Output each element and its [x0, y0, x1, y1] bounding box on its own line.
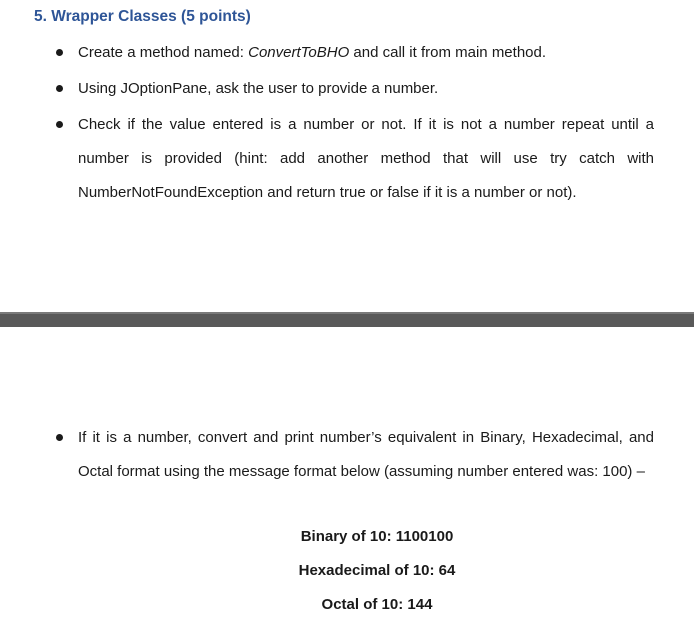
bullet-text-suffix: and call it from main method. — [349, 44, 547, 61]
list-item — [78, 421, 654, 489]
bullet-icon — [56, 49, 63, 56]
output-hexadecimal: Hexadecimal of 10: 64 — [298, 562, 456, 579]
list-item — [78, 108, 654, 210]
bullet-text: Using JOptionPane, ask the user to provide a number. — [78, 80, 439, 97]
bullet-text: Check if the value entered is a number or not. If it is not a number repeat until a number is provided (hint: add another method that will use try catch with NumberNotFoundException and return true or false if it is a number or not). — [78, 116, 654, 201]
output-binary: Binary of 10: 1100100 — [300, 528, 454, 545]
method-name: ConvertToBHO — [248, 44, 350, 61]
bullet-icon — [56, 121, 63, 128]
bullet-icon — [56, 85, 63, 92]
page-break-divider — [0, 312, 694, 327]
section-heading: 5. Wrapper Classes (5 points) — [34, 8, 251, 25]
bullet-icon — [56, 434, 63, 441]
output-octal: Octal of 10: 144 — [321, 596, 433, 613]
list-item — [78, 72, 654, 106]
bullet-text: If it is a number, convert and print number’s equivalent in Binary, Hexadecimal, and Octal format using the message format below (assuming number entered was: 100) – — [78, 429, 654, 480]
list-item — [78, 36, 654, 70]
bullet-text-prefix: Create a method named: — [78, 44, 249, 61]
